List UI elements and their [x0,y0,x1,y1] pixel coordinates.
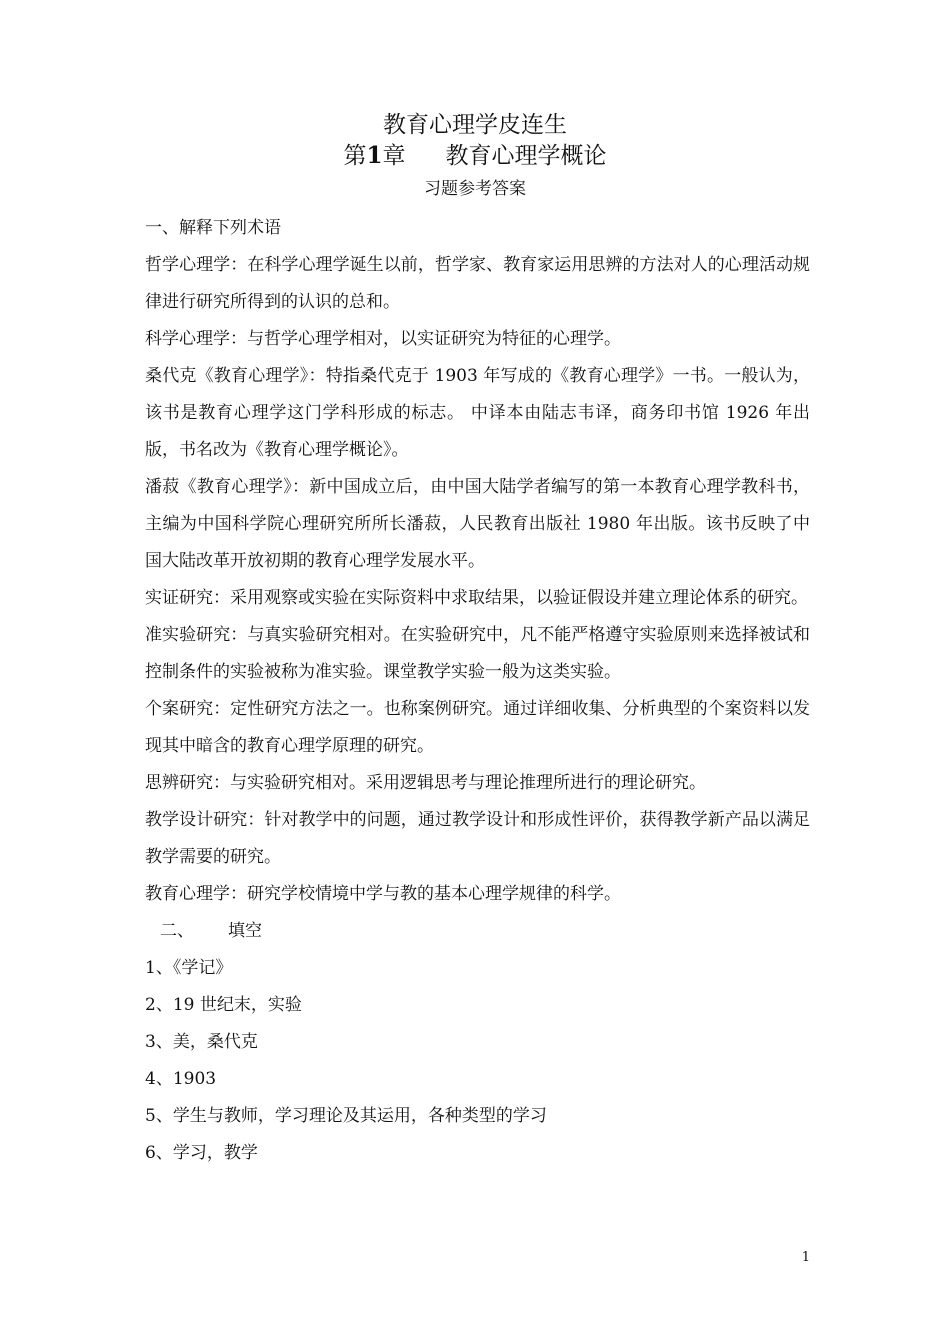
term-definition: 个案研究：定性研究方法之一。也称案例研究。通过详细收集、分析典型的个案资料以发现其中暗含的教育心理学原理的研究。 [145,699,810,756]
term-definition: 科学心理学：与哲学心理学相对，以实证研究为特征的心理学。 [145,329,621,349]
term-definition: 桑代克《教育心理学》：特指桑代克于 1903 年写成的《教育心理学》一书。一般认为，该书是教育心理学这门学科形成的标志。 中译本由陆志韦译，商务印书馆 1926 年出版，书名改为《教育心理学概论》。 [145,366,810,460]
term-definition: 潘菽《教育心理学》：新中国成立后，由中国大陆学者编写的第一本教育心理学教科书，主编为中国科学院心理研究所所长潘菽，人民教育出版社 1980 年出版。该书反映了中国大陆改革开放初期的教育心理学发展水平。 [145,477,810,571]
chapter-heading [0,141,950,171]
fill-blank-answer: 5、学生与教师，学习理论及其运用，各种类型的学习 [145,1106,547,1126]
chapter-title: 教育心理学概论 [445,143,607,169]
term-definition: 教育心理学：研究学校情境中学与教的基本心理学规律的科学。 [145,884,621,904]
section-2-title: 填空 [228,921,262,941]
chapter-prefix: 第 [343,143,367,169]
term-definition: 哲学心理学：在科学心理学诞生以前，哲学家、教育家运用思辨的方法对人的心理活动规律进行研究所得到的认识的总和。 [145,255,810,312]
document-body [145,210,810,1172]
fill-blank-answer: 4、1903 [145,1069,217,1089]
fill-blank-answer: 1、《学记》 [145,958,233,978]
document-title: 教育心理学皮连生 [383,112,567,138]
fill-blank-answer: 6、学习，教学 [145,1143,258,1163]
chapter-suffix: 章 [382,143,406,169]
section-2-heading [145,913,810,950]
fill-blank-answer: 2、19 世纪末，实验 [145,995,302,1015]
term-definition: 实证研究：采用观察或实验在实际资料中求取结果，以验证假设并建立理论体系的研究。 [145,588,808,608]
document-subtitle: 习题参考答案 [424,179,526,199]
term-definition: 教学设计研究：针对教学中的问题，通过教学设计和形成性评价，获得教学新产品以满足教学需要的研究。 [145,810,810,867]
chapter-number: 1 [366,142,383,169]
term-definition: 思辨研究：与实验研究相对。采用逻辑思考与理论推理所进行的理论研究。 [145,773,706,793]
page-number: 1 [801,1250,810,1265]
section-2-number: 二、 [160,921,194,941]
section-1-heading: 一、解释下列术语 [145,218,281,238]
fill-blank-answer: 3、美，桑代克 [145,1032,258,1052]
term-definition: 准实验研究：与真实验研究相对。在实验研究中，凡不能严格遵守实验原则来选择被试和控制条件的实验被称为准实验。课堂教学实验一般为这类实验。 [145,625,810,682]
